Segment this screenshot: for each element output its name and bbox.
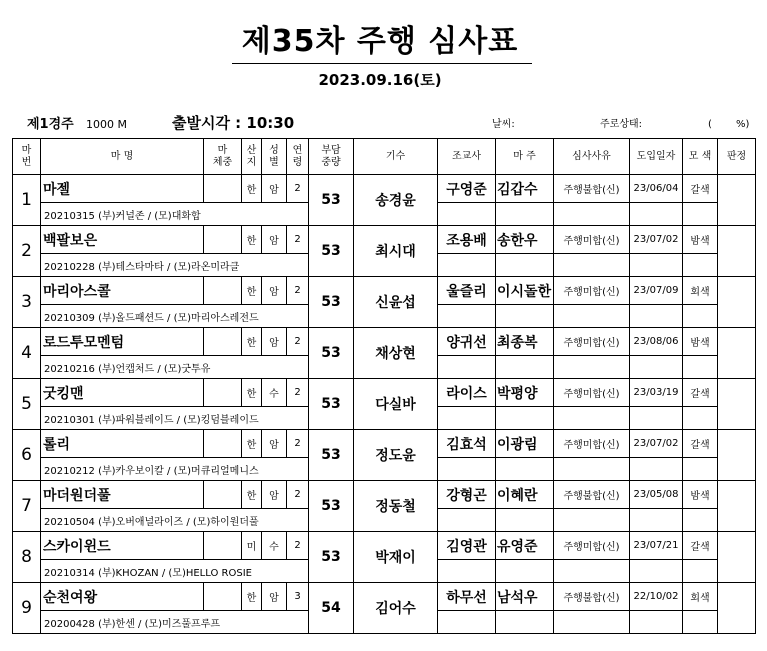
owner: 박평양 [496, 379, 554, 407]
horse-sex: 수 [262, 532, 287, 560]
birth-and-parents: 20210212 (부)카우보이칼 / (모)머큐리얼메니스 [41, 458, 309, 481]
empty-cell [438, 254, 496, 277]
jockey: 송경윤 [354, 175, 438, 226]
empty-cell [683, 203, 718, 226]
empty-cell [630, 356, 683, 379]
col-header-owner: 마 주 [496, 139, 554, 175]
coat-color: 갈색 [683, 532, 718, 560]
jockey: 정도윤 [354, 430, 438, 481]
horse-number: 3 [13, 277, 41, 328]
jockey: 채상현 [354, 328, 438, 379]
race-date: 2023.09.16(토) [318, 71, 442, 89]
birth-and-parents: 20210228 (부)테스타마타 / (모)라온미라클 [41, 254, 309, 277]
birth-and-parents: 20200428 (부)한센 / (모)미즈풀프루프 [41, 611, 309, 634]
trainer: 김효석 [438, 430, 496, 458]
import-date: 22/10/02 [630, 583, 683, 611]
owner: 이광림 [496, 430, 554, 458]
import-date: 23/05/08 [630, 481, 683, 509]
horse-row [13, 328, 756, 356]
col-header-name: 마 명 [41, 139, 204, 175]
coat-color: 밤색 [683, 328, 718, 356]
horse-number: 4 [13, 328, 41, 379]
birth-and-parents: 20210216 (부)언캡처드 / (모)굿투유 [41, 356, 309, 379]
page-title: 제35차 주행 심사표 [241, 24, 519, 59]
horse-number: 5 [13, 379, 41, 430]
horse-weight-cell [204, 379, 242, 407]
horse-age: 2 [287, 226, 309, 254]
track-condition-label: 주로상태: [600, 119, 643, 130]
moisture-close: %) [736, 119, 750, 130]
horse-burden: 54 [309, 583, 354, 634]
empty-cell [554, 407, 630, 430]
empty-cell [554, 458, 630, 481]
empty-cell [554, 254, 630, 277]
empty-cell [683, 560, 718, 583]
horse-sex: 암 [262, 328, 287, 356]
trainer: 울즐리 [438, 277, 496, 305]
horse-origin: 한 [242, 226, 262, 254]
horse-number: 8 [13, 532, 41, 583]
horse-age: 2 [287, 328, 309, 356]
empty-cell [438, 560, 496, 583]
horse-age: 2 [287, 175, 309, 203]
verdict-cell [718, 430, 756, 481]
horse-burden: 53 [309, 430, 354, 481]
horse-number: 1 [13, 175, 41, 226]
horse-origin: 한 [242, 328, 262, 356]
import-date: 23/07/09 [630, 277, 683, 305]
horse-origin: 한 [242, 430, 262, 458]
owner: 남석우 [496, 583, 554, 611]
empty-cell [630, 509, 683, 532]
horse-burden: 53 [309, 226, 354, 277]
empty-cell [496, 254, 554, 277]
review-reason: 주행불합(신) [554, 175, 630, 203]
trainer: 조용배 [438, 226, 496, 254]
verdict-cell [718, 277, 756, 328]
horse-name: 순천여왕 [41, 583, 204, 611]
horse-weight-cell [204, 532, 242, 560]
horse-name: 마리아스콜 [41, 277, 204, 305]
horse-sex: 수 [262, 379, 287, 407]
col-header-import-date: 도입일자 [630, 139, 683, 175]
col-header-reason: 심사사유 [554, 139, 630, 175]
col-header-burden: 부담 중량 [309, 139, 354, 175]
empty-cell [630, 203, 683, 226]
trainer: 하무선 [438, 583, 496, 611]
empty-cell [683, 611, 718, 634]
empty-cell [438, 611, 496, 634]
horse-burden: 53 [309, 277, 354, 328]
import-date: 23/07/02 [630, 430, 683, 458]
col-header-sex: 성 별 [262, 139, 287, 175]
horse-weight-cell [204, 277, 242, 305]
horse-origin: 한 [242, 379, 262, 407]
col-header-color: 모 색 [683, 139, 718, 175]
birth-and-parents: 20210504 (부)오버애널라이즈 / (모)하이원더풀 [41, 509, 309, 532]
empty-cell [630, 305, 683, 328]
import-date: 23/08/06 [630, 328, 683, 356]
empty-cell [554, 203, 630, 226]
horse-weight-cell [204, 481, 242, 509]
empty-cell [630, 458, 683, 481]
horse-row [13, 481, 756, 509]
verdict-cell [718, 379, 756, 430]
empty-cell [683, 509, 718, 532]
coat-color: 갈색 [683, 430, 718, 458]
horse-age: 2 [287, 277, 309, 305]
empty-cell [496, 509, 554, 532]
empty-cell [496, 407, 554, 430]
review-reason: 주행불합(신) [554, 583, 630, 611]
review-reason: 주행미합(신) [554, 277, 630, 305]
coat-color: 갈색 [683, 379, 718, 407]
trainer: 김영관 [438, 532, 496, 560]
birth-and-parents: 20210301 (부)파워블레이드 / (모)킹덤블레이드 [41, 407, 309, 430]
title-underline [232, 63, 532, 64]
trainer: 강형곤 [438, 481, 496, 509]
race-number: 제1경주 [27, 117, 74, 132]
start-time: 출발시각 : 10:30 [172, 114, 295, 132]
empty-cell [496, 305, 554, 328]
horse-name: 스카이윈드 [41, 532, 204, 560]
horse-row [13, 583, 756, 611]
horse-name: 마젤 [41, 175, 204, 203]
empty-cell [554, 560, 630, 583]
horse-age: 2 [287, 481, 309, 509]
empty-cell [683, 356, 718, 379]
horse-row [13, 277, 756, 305]
empty-cell [630, 407, 683, 430]
horse-name: 굿킹맨 [41, 379, 204, 407]
empty-cell [683, 305, 718, 328]
col-header-jockey: 기수 [354, 139, 438, 175]
horse-name: 마더원더풀 [41, 481, 204, 509]
verdict-cell [718, 583, 756, 634]
horse-row [13, 175, 756, 203]
jockey: 정동철 [354, 481, 438, 532]
review-reason: 주행불합(신) [554, 481, 630, 509]
import-date: 23/03/19 [630, 379, 683, 407]
empty-cell [438, 356, 496, 379]
horse-weight-cell [204, 583, 242, 611]
owner: 이혜란 [496, 481, 554, 509]
horse-burden: 53 [309, 481, 354, 532]
jockey: 최시대 [354, 226, 438, 277]
horse-burden: 53 [309, 175, 354, 226]
verdict-cell [718, 532, 756, 583]
col-header-origin: 산 지 [242, 139, 262, 175]
empty-cell [683, 254, 718, 277]
horse-row [13, 379, 756, 407]
review-reason: 주행미합(신) [554, 379, 630, 407]
coat-color: 회색 [683, 277, 718, 305]
horse-row [13, 226, 756, 254]
empty-cell [554, 305, 630, 328]
horse-row [13, 532, 756, 560]
empty-cell [554, 356, 630, 379]
horse-burden: 53 [309, 532, 354, 583]
owner: 유영준 [496, 532, 554, 560]
owner: 이시돌한 [496, 277, 554, 305]
horse-number: 9 [13, 583, 41, 634]
review-reason: 주행미합(신) [554, 430, 630, 458]
coat-color: 밤색 [683, 481, 718, 509]
verdict-cell [718, 328, 756, 379]
horse-name: 로드투모멘텀 [41, 328, 204, 356]
jockey: 박재이 [354, 532, 438, 583]
col-header-number: 마 번 [13, 139, 41, 175]
trainer: 구영준 [438, 175, 496, 203]
empty-cell [630, 254, 683, 277]
horse-origin: 한 [242, 583, 262, 611]
horse-age: 3 [287, 583, 309, 611]
col-header-verdict: 판정 [718, 139, 756, 175]
empty-cell [630, 560, 683, 583]
horse-age: 2 [287, 430, 309, 458]
empty-cell [630, 611, 683, 634]
empty-cell [438, 407, 496, 430]
verdict-cell [718, 226, 756, 277]
horse-weight-cell [204, 226, 242, 254]
empty-cell [496, 458, 554, 481]
horse-weight-cell [204, 430, 242, 458]
col-header-age: 연 령 [287, 139, 309, 175]
trainer: 라이스 [438, 379, 496, 407]
empty-cell [438, 458, 496, 481]
horse-burden: 53 [309, 379, 354, 430]
birth-and-parents: 20210314 (부)KHOZAN / (모)HELLO ROSIE [41, 560, 309, 583]
horse-sex: 암 [262, 226, 287, 254]
import-date: 23/07/02 [630, 226, 683, 254]
empty-cell [438, 509, 496, 532]
owner: 최종복 [496, 328, 554, 356]
import-date: 23/07/21 [630, 532, 683, 560]
horse-number: 6 [13, 430, 41, 481]
empty-cell [438, 305, 496, 328]
empty-cell [554, 509, 630, 532]
horse-sex: 암 [262, 430, 287, 458]
birth-and-parents: 20210309 (부)올드패션드 / (모)마리아스레전드 [41, 305, 309, 328]
horse-name: 백팔보은 [41, 226, 204, 254]
empty-cell [683, 407, 718, 430]
horse-sex: 암 [262, 583, 287, 611]
horse-origin: 한 [242, 277, 262, 305]
horse-weight-cell [204, 328, 242, 356]
empty-cell [438, 203, 496, 226]
owner: 송한우 [496, 226, 554, 254]
horse-number: 2 [13, 226, 41, 277]
jockey: 다실바 [354, 379, 438, 430]
weather-label: 날씨: [492, 119, 515, 130]
verdict-cell [718, 175, 756, 226]
moisture-open: ( [708, 119, 712, 130]
horse-weight-cell [204, 175, 242, 203]
jockey: 김어수 [354, 583, 438, 634]
horse-name: 롤리 [41, 430, 204, 458]
coat-color: 회색 [683, 583, 718, 611]
review-table [12, 138, 756, 634]
race-distance: 1000 M [86, 118, 127, 131]
col-header-weight: 마 체중 [204, 139, 242, 175]
table-header-row [13, 139, 756, 175]
horse-sex: 암 [262, 175, 287, 203]
horse-age: 2 [287, 532, 309, 560]
owner: 김갑수 [496, 175, 554, 203]
empty-cell [496, 611, 554, 634]
empty-cell [496, 560, 554, 583]
empty-cell [496, 203, 554, 226]
horse-age: 2 [287, 379, 309, 407]
empty-cell [554, 611, 630, 634]
empty-cell [496, 356, 554, 379]
horse-sex: 암 [262, 481, 287, 509]
birth-and-parents: 20210315 (부)커널존 / (모)대화합 [41, 203, 309, 226]
empty-cell [683, 458, 718, 481]
coat-color: 밤색 [683, 226, 718, 254]
trainer: 양귀선 [438, 328, 496, 356]
col-header-trainer: 조교사 [438, 139, 496, 175]
horse-burden: 53 [309, 328, 354, 379]
review-reason: 주행미합(신) [554, 532, 630, 560]
horse-row [13, 430, 756, 458]
verdict-cell [718, 481, 756, 532]
horse-sex: 암 [262, 277, 287, 305]
jockey: 신윤섭 [354, 277, 438, 328]
review-reason: 주행미합(신) [554, 328, 630, 356]
horse-number: 7 [13, 481, 41, 532]
review-reason: 주행미합(신) [554, 226, 630, 254]
import-date: 23/06/04 [630, 175, 683, 203]
horse-origin: 한 [242, 175, 262, 203]
horse-origin: 미 [242, 532, 262, 560]
coat-color: 갈색 [683, 175, 718, 203]
horse-origin: 한 [242, 481, 262, 509]
